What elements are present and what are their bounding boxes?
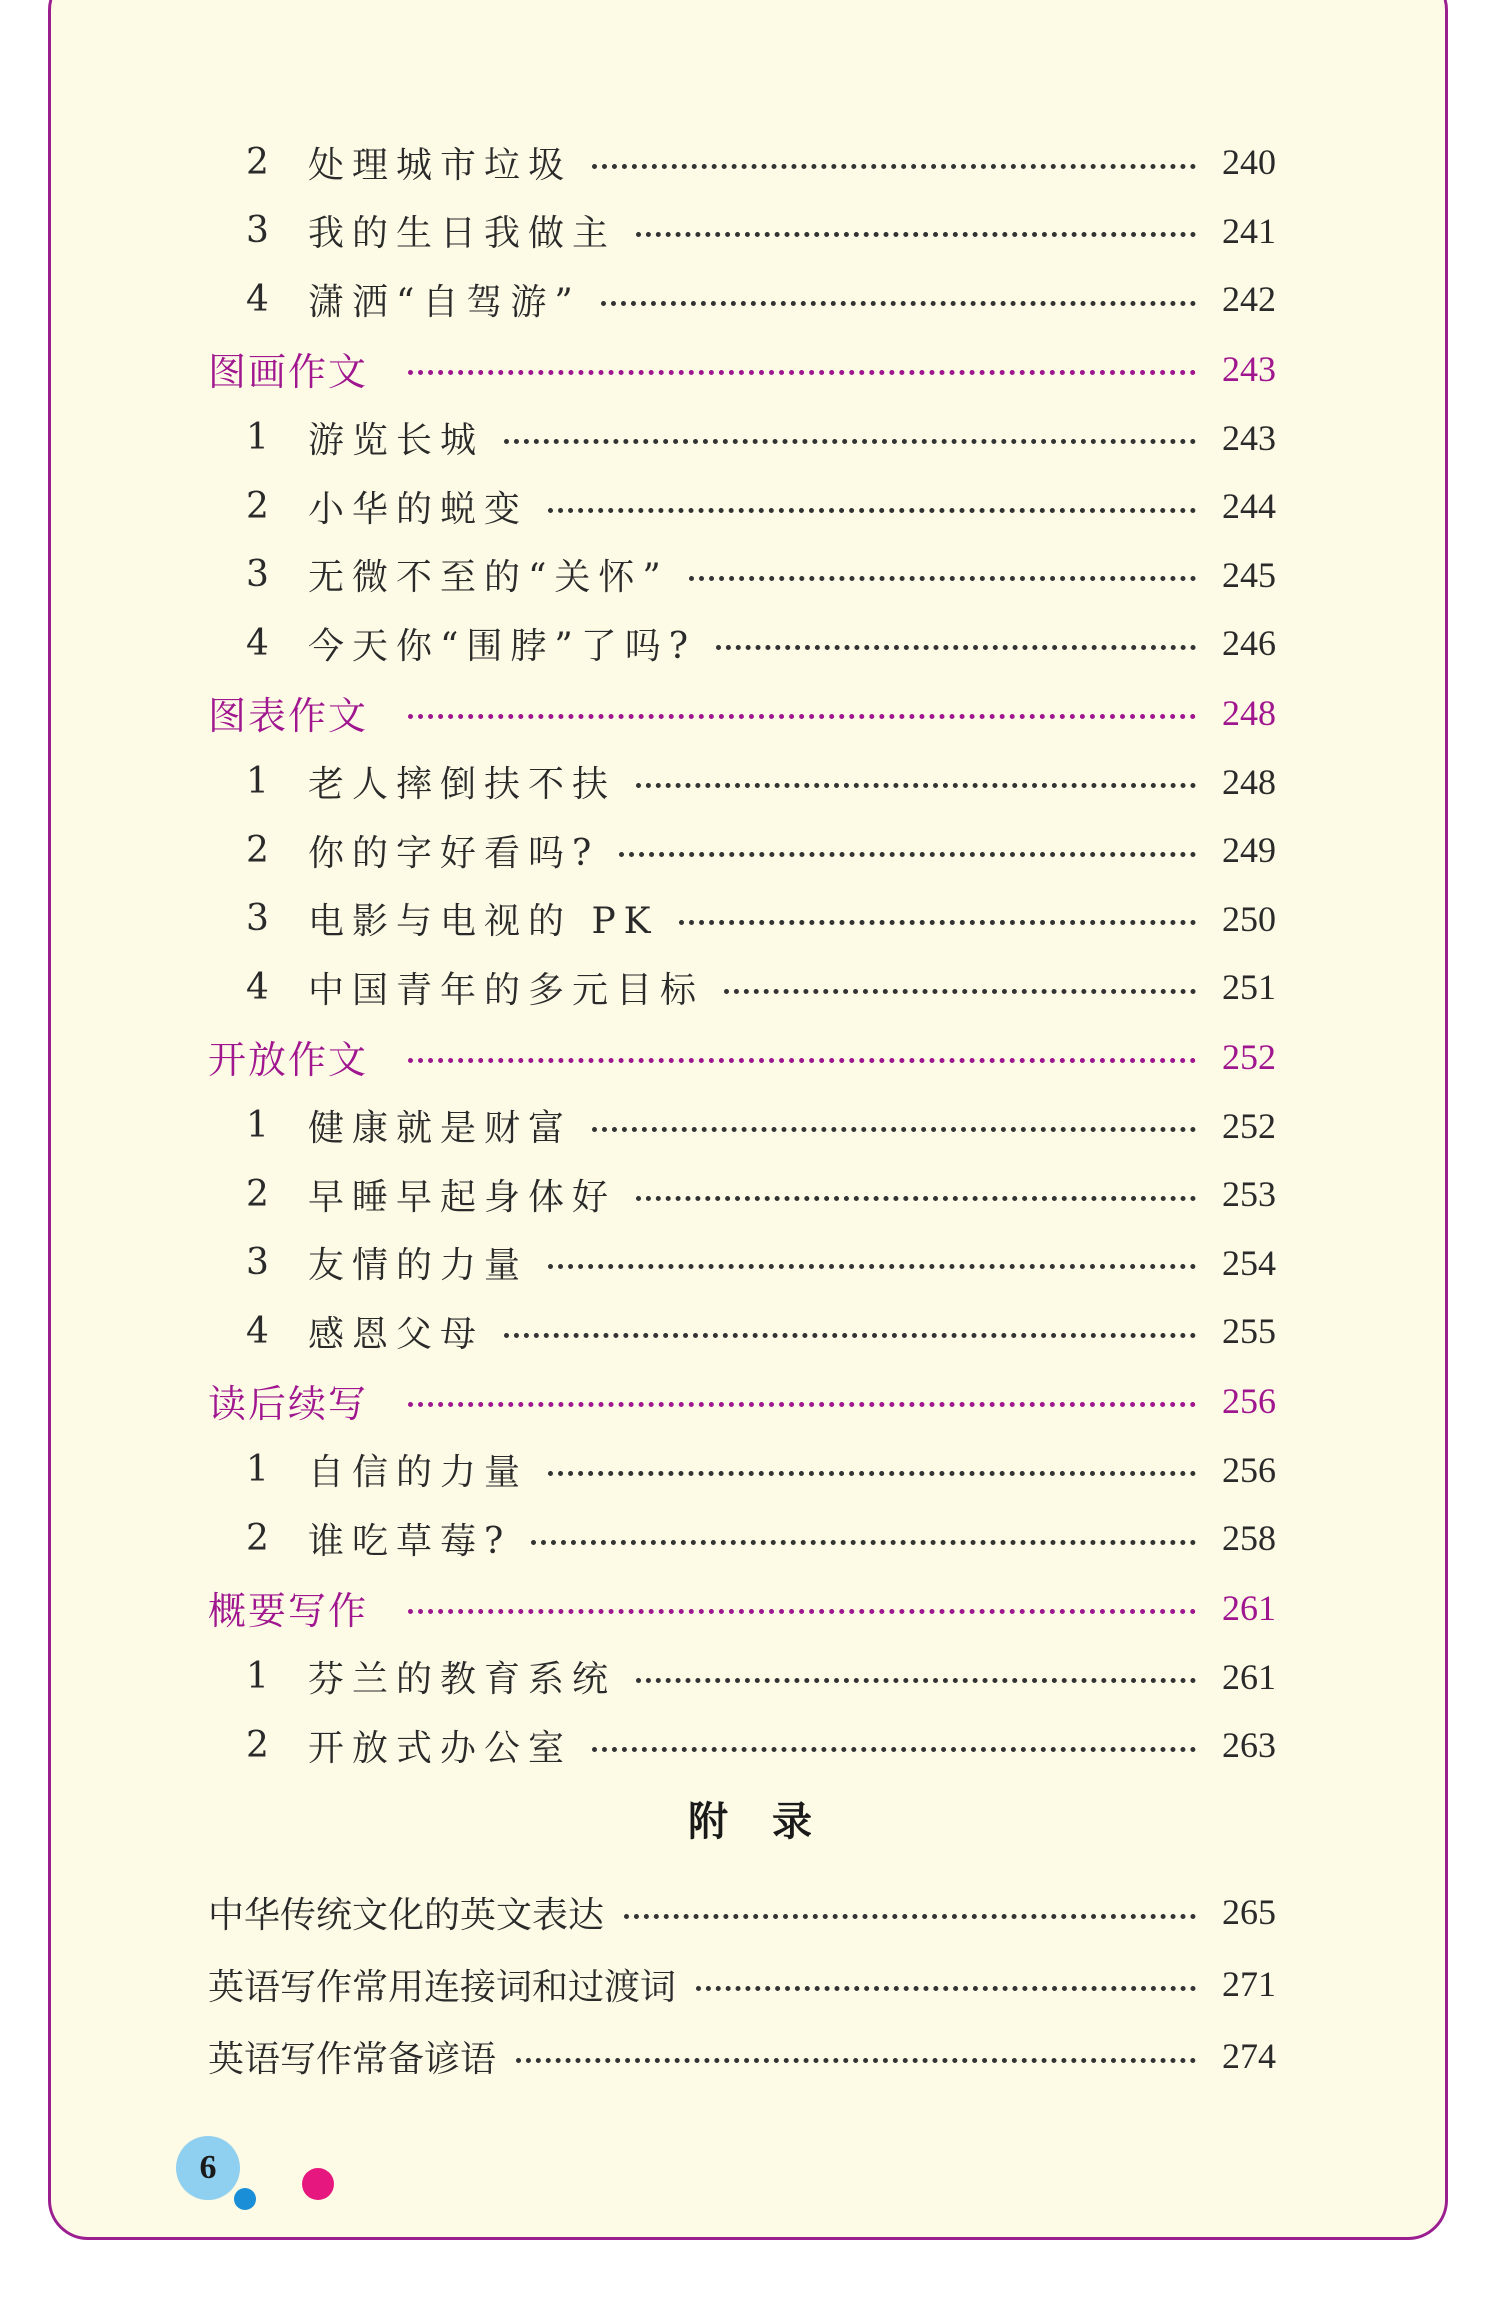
page-number: 256: [1222, 1449, 1276, 1490]
entry-number: 1: [246, 1449, 269, 1491]
dot-leader: [679, 920, 1196, 925]
page-number: 252: [1222, 1036, 1276, 1077]
page-number: 241: [1222, 210, 1276, 251]
page-number: 249: [1222, 830, 1276, 871]
dot-leader: [504, 439, 1196, 444]
toc-section-row[interactable]: [208, 1366, 1276, 1436]
dot-leader: [592, 1747, 1196, 1752]
entry-title: 自信的力量: [308, 1452, 529, 1494]
page-number: 261: [1222, 1656, 1276, 1697]
dot-leader: [592, 164, 1196, 169]
dot-leader: [601, 301, 1196, 306]
dot-leader: [636, 783, 1196, 788]
page-number: 252: [1222, 1105, 1276, 1146]
page-number: 251: [1222, 967, 1276, 1008]
toc-entry-row[interactable]: [208, 748, 1276, 817]
page-number: 256: [1222, 1380, 1276, 1421]
entry-title: 你的字好看吗?: [308, 832, 600, 874]
entry-number: 1: [246, 417, 269, 459]
dot-leader: [408, 370, 1196, 375]
page-number: 250: [1222, 898, 1276, 939]
entry-title: 早睡早起身体好: [308, 1176, 617, 1218]
toc-entry-row[interactable]: [208, 404, 1276, 473]
dot-leader: [636, 1678, 1196, 1683]
entry-number: 4: [246, 622, 269, 664]
page-number: 248: [1222, 692, 1276, 733]
entry-number: 2: [246, 141, 269, 183]
dot-leader: [724, 989, 1196, 994]
toc-entry-row[interactable]: [208, 953, 1276, 1022]
entry-number: 1: [246, 1656, 269, 1698]
page-number: 246: [1222, 623, 1276, 664]
toc-entry-row[interactable]: [208, 1711, 1276, 1780]
toc-entry-row[interactable]: [208, 265, 1276, 334]
appendix-entry-row[interactable]: [208, 2020, 1276, 2092]
entry-title: 游览长城: [308, 420, 485, 462]
toc-entry-row[interactable]: [208, 197, 1276, 266]
entry-title: 中国青年的多元目标: [308, 969, 705, 1011]
entry-number: 4: [246, 1310, 269, 1352]
appendix-list: [208, 1876, 1276, 2092]
entry-number: 4: [246, 278, 269, 320]
entry-title: 开放式办公室: [308, 1727, 573, 1769]
page-number-badge: 6: [176, 2136, 240, 2200]
toc-entry-row[interactable]: [208, 1504, 1276, 1573]
dot-leader: [636, 1196, 1196, 1201]
dot-leader: [408, 1058, 1196, 1063]
dot-leader: [716, 645, 1196, 650]
toc-entry-row[interactable]: [208, 1160, 1276, 1229]
page-number: 258: [1222, 1518, 1276, 1559]
dot-leader: [408, 1609, 1196, 1614]
dot-leader: [636, 232, 1196, 237]
entry-number: 3: [246, 554, 269, 596]
toc-entry-row[interactable]: [208, 1092, 1276, 1161]
entry-title: 我的生日我做主: [308, 213, 617, 255]
entry-number: 4: [246, 966, 269, 1008]
dot-leader: [548, 508, 1196, 513]
toc-section-row[interactable]: [208, 1022, 1276, 1092]
section-title: 图表作文: [208, 694, 369, 738]
toc-entry-row[interactable]: [208, 609, 1276, 678]
page-number: 254: [1222, 1242, 1276, 1283]
entry-number: 2: [246, 485, 269, 527]
dot-leader: [408, 714, 1196, 719]
entry-number: 1: [246, 1105, 269, 1147]
page-number: 243: [1222, 417, 1276, 458]
toc-section-row[interactable]: [208, 1573, 1276, 1643]
page-number: 242: [1222, 279, 1276, 320]
toc-entry-row[interactable]: [208, 1643, 1276, 1712]
toc-entry-row[interactable]: [208, 1297, 1276, 1366]
entry-title: 老人摔倒扶不扶: [308, 764, 617, 806]
dot-leader: [548, 1471, 1196, 1476]
dot-leader: [624, 1914, 1196, 1919]
dot-leader: [548, 1264, 1196, 1269]
dot-leader: [696, 1986, 1196, 1991]
dot-leader: [592, 1127, 1196, 1132]
dot-leader: [516, 2058, 1196, 2063]
dot-leader: [408, 1402, 1196, 1407]
entry-number: 2: [246, 829, 269, 871]
entry-title: 小华的蜕变: [308, 488, 529, 530]
toc-entry-row[interactable]: [208, 885, 1276, 954]
appendix-entry-title: 英语写作常备谚语: [208, 2038, 497, 2080]
entry-number: 2: [246, 1173, 269, 1215]
table-of-contents: [208, 128, 1276, 1780]
entry-title: 无微不至的“关怀”: [308, 557, 669, 599]
entry-title: 健康就是财富: [308, 1108, 573, 1150]
toc-entry-row[interactable]: [208, 1229, 1276, 1298]
appendix-entry-title: 英语写作常用连接词和过渡词: [208, 1966, 677, 2008]
toc-entry-row[interactable]: [208, 472, 1276, 541]
page-number: 255: [1222, 1311, 1276, 1352]
page-number: 265: [1222, 1892, 1276, 1932]
section-title: 概要写作: [208, 1589, 369, 1633]
page-number: 245: [1222, 554, 1276, 595]
entry-number: 1: [246, 761, 269, 803]
entry-number: 2: [246, 1517, 269, 1559]
entry-title: 谁吃草莓?: [308, 1520, 512, 1562]
page-number: 248: [1222, 761, 1276, 802]
entry-title: 处理城市垃圾: [308, 144, 573, 186]
appendix-heading: 附录: [688, 1799, 856, 1845]
entry-title: 感恩父母: [308, 1313, 485, 1355]
dot-leader: [531, 1540, 1196, 1545]
entry-title: 芬兰的教育系统: [308, 1659, 617, 1701]
toc-section-row[interactable]: [208, 334, 1276, 404]
appendix-entry-row[interactable]: [208, 1948, 1276, 2020]
page-number: 240: [1222, 142, 1276, 183]
page-number: 274: [1222, 2036, 1276, 2076]
section-title: 读后续写: [208, 1382, 369, 1426]
entry-title: 潇洒“自驾游”: [308, 281, 581, 323]
toc-section-row[interactable]: [208, 678, 1276, 748]
page-number: 261: [1222, 1587, 1276, 1628]
appendix-entry-title: 中华传统文化的英文表达: [208, 1894, 605, 1936]
entry-title: 今天你“围脖”了吗?: [308, 625, 697, 667]
toc-entry-row[interactable]: [208, 1436, 1276, 1505]
entry-title: 友情的力量: [308, 1245, 529, 1287]
page-number: 243: [1222, 348, 1276, 389]
section-title: 开放作文: [208, 1038, 369, 1082]
entry-number: 3: [246, 1242, 269, 1284]
page-number: 244: [1222, 486, 1276, 527]
decorative-pink-dot: [302, 2168, 334, 2200]
dot-leader: [689, 576, 1196, 581]
entry-number: 3: [246, 898, 269, 940]
section-title: 图画作文: [208, 350, 369, 394]
dot-leader: [619, 852, 1196, 857]
toc-entry-row[interactable]: [208, 541, 1276, 610]
dot-leader: [504, 1333, 1196, 1338]
page-number: 253: [1222, 1174, 1276, 1215]
appendix-entry-row[interactable]: [208, 1876, 1276, 1948]
toc-entry-row[interactable]: [208, 816, 1276, 885]
entry-title: 电影与电视的 PK: [308, 901, 659, 943]
page-number: 271: [1222, 1964, 1276, 2004]
entry-number: 2: [246, 1724, 269, 1766]
entry-number: 3: [246, 210, 269, 252]
toc-entry-row[interactable]: [208, 128, 1276, 197]
decorative-blue-dot: [234, 2188, 256, 2210]
page-number: 263: [1222, 1725, 1276, 1766]
